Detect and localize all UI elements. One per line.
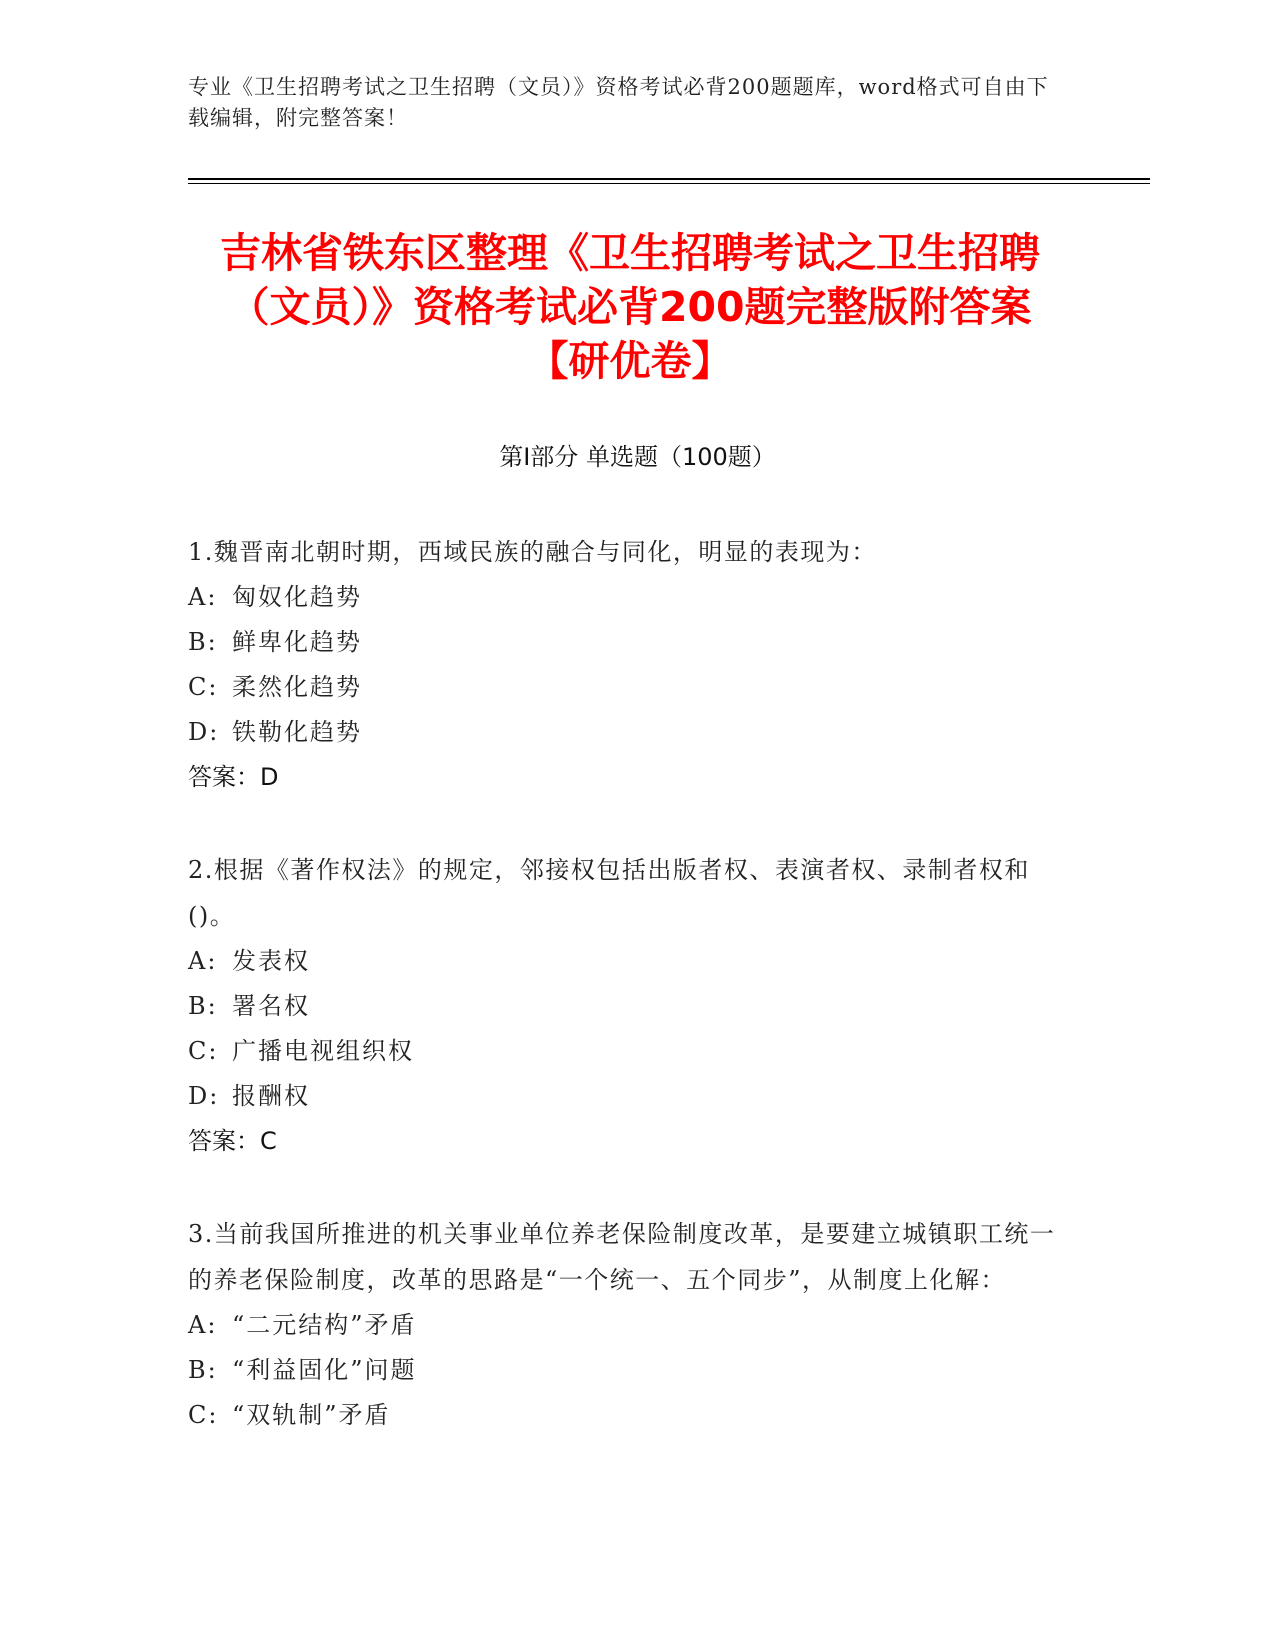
option-text: 铁勒化趋势: [232, 718, 362, 746]
option-text: 署名权: [232, 992, 310, 1020]
option-b: [188, 984, 1068, 1029]
option-text: “二元结构”矛盾: [232, 1311, 417, 1339]
option-key: A:: [188, 1311, 218, 1339]
option-text: 报酬权: [232, 1082, 310, 1110]
option-a: [188, 1303, 1068, 1348]
option-key: C:: [188, 673, 219, 701]
option-c: [188, 665, 1068, 710]
option-a: [188, 575, 1068, 620]
option-key: C:: [188, 1037, 219, 1065]
question-1: [188, 529, 1068, 800]
option-c: [188, 1393, 1068, 1438]
option-text: 柔然化趋势: [232, 673, 362, 701]
option-b: [188, 620, 1068, 665]
question-stem: 1.魏晋南北朝时期，西域民族的融合与同化，明显的表现为：: [188, 538, 877, 566]
option-key: D:: [188, 1082, 220, 1110]
header-divider-thin: [188, 183, 1150, 184]
option-key: B:: [188, 1356, 218, 1384]
option-text: 广播电视组织权: [232, 1037, 414, 1065]
option-text: 发表权: [232, 947, 310, 975]
option-key: D:: [188, 718, 220, 746]
question-stem: 2.根据《著作权法》的规定，邻接权包括出版者权、表演者权、录制者权和()。: [188, 856, 1030, 930]
option-d: [188, 1074, 1068, 1119]
header-note: 专业《卫生招聘考试之卫生招聘（文员）》资格考试必背200题题库，word格式可自由下载编辑，附完整答案！: [188, 75, 1049, 130]
question-2: [188, 847, 1068, 1164]
question-stem: 3.当前我国所推进的机关事业单位养老保险制度改革，是要建立城镇职工统一的养老保险制度，改革的思路是“一个统一、五个同步”，从制度上化解：: [188, 1220, 1056, 1294]
option-a: [188, 939, 1068, 984]
section-title: 第Ⅰ部分 单选题（100题）: [499, 443, 776, 471]
option-c: [188, 1029, 1068, 1074]
option-d: [188, 710, 1068, 755]
option-key: C:: [188, 1401, 219, 1429]
option-text: “双轨制”矛盾: [232, 1401, 391, 1429]
document-title: 吉林省铁东区整理《卫生招聘考试之卫生招聘（文员）》资格考试必背200题完整版附答案【研优卷】: [220, 229, 1040, 385]
option-key: A:: [188, 947, 218, 975]
option-key: A:: [188, 583, 218, 611]
option-key: B:: [188, 628, 218, 656]
header-divider-thick: [188, 178, 1150, 180]
question-3: [188, 1211, 1068, 1438]
option-text: 匈奴化趋势: [232, 583, 362, 611]
option-text: 鲜卑化趋势: [232, 628, 362, 656]
answer-line: 答案：D: [188, 763, 279, 791]
option-key: B:: [188, 992, 218, 1020]
option-b: [188, 1348, 1068, 1393]
question-list: [188, 529, 1068, 1485]
option-text: “利益固化”问题: [232, 1356, 417, 1384]
answer-line: 答案：C: [188, 1127, 277, 1155]
